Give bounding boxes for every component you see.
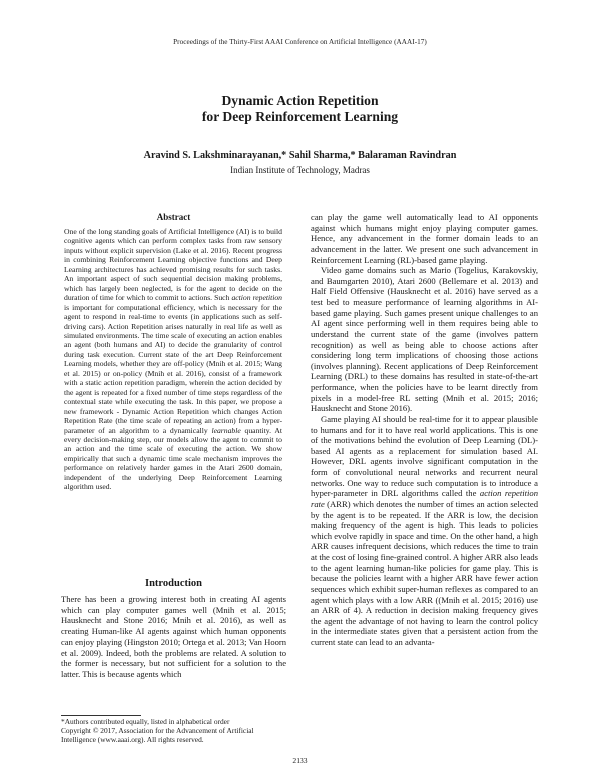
paragraph-emphasis: action repetition rate [311, 488, 538, 509]
abstract-heading: Abstract [156, 212, 191, 222]
author-list: Aravind S. Lakshminarayanan,* Sahil Sharma,* Balaraman Ravindran [143, 150, 457, 161]
abstract-text-1: One of the long standing goals of Artificial Intelligence (AI) is to build cognitive agents which can perform complex tasks from raw sensory inputs without explicit supervision (Lake et al. 2016). Recent progress in combining Reinforcement Learning objective functions and Deep Learning architectures has achieved promising results for such tasks. An important aspect of such sequential decision making problems, which has largely been neglected, is for the agent to decide on the duration of time for which to commit to actions. Such [64, 227, 282, 303]
introduction-heading: Introduction [145, 578, 202, 589]
footnote-rule [61, 715, 141, 716]
paragraph-text-a: Game playing AI should be real-time for it to appear plausible to humans and for it to have real world applications. This is one of the motivations behind the evolution of Deep Learning (DL)-based AI agents as a replacement for simulation based AI. However, DRL agents involve significant computation in the form of convolutional neural networks and recurrent neural networks. One way to reduce such computation is to introduce a hyper-parameter in DRL algorithms called the [311, 413, 538, 499]
running-head: Proceedings of the Thirty-First AAAI Conference on Artificial Intelligence (AAAI-17) [173, 38, 427, 46]
footnote [61, 718, 286, 745]
right-column [311, 212, 538, 648]
introduction-body: There has been a growing interest both in creating AI agents which can play computer games well (Mnih et al. 2015; Hausknecht and Stone 2016; Mnih et al. 2016), as well as creating Human-like AI agents against which human opponents can enjoy playing (Hingston 2010; Ortega et al. 2013; Van Hoorn et al. 2009). Indeed, both the problems are related. A solution to the former is necessary, but not sufficient for a solution to the latter. This is because agents which [61, 594, 286, 679]
title-line-2: for Deep Reinforcement Learning [201, 109, 399, 124]
footnote-copyright: Copyright © 2017, Association for the Advancement of Artificial Intelligence (www.aaai.org). All rights reserved. [61, 725, 254, 744]
paragraph-continuation: can play the game well automatically lead to AI opponents against which humans might enjoy playing computer games. Hence, any advancement in the former domain leads to an advancement in the latter. We present one such advancement in Reinforcement Learning (RL)-based game playing. [311, 212, 538, 265]
affiliation: Indian Institute of Technology, Madras [230, 165, 370, 175]
paragraph-real-time [311, 414, 538, 648]
page-number: 2133 [292, 756, 308, 765]
paragraph-video-games: Video game domains such as Mario (Togelius, Karakovskiy, and Baumgarten 2010), Atari 2600 (Bellemare et al. 2013) and Half Field Offensive (Hausknecht et al. 2016) have served as a test bed to measure performance of learning algorithms in AI-based game playing. Such games present unique challenges to an AI agent since performing well in them requires being able to understand the current state of the game (involves pattern recognition) as well as being able to choose actions after considering long term implications of choosing those actions (involves planning). Recent applications of Deep Reinforcement Learning (DRL) to these domains has resulted in state-of-the-art performance, when the policies have to be learnt directly from pixels in a model-free RL setting (Mnih et al. 2015; 2016; Hausknecht and Stone 2016). [311, 265, 538, 414]
paper-title [0, 93, 600, 125]
abstract-text-3: quantity. At every decision-making step, our models allow the agent to commit to an action and the time scale of executing the action. We show empirically that such a dynamic time scale mechanism improves the performance on relatively harder games in the Atari 2600 domain, independent of the underlying Deep Reinforcement Learning algorithm used. [64, 425, 283, 492]
paragraph-text-b: (ARR) which denotes the number of times an action selected by the agent is to be repeated. If the ARR is low, the decision making frequency of the agent is high. This leads to policies which evolve rapidly in space and time. On the other hand, a high ARR causes infrequent decisions, which reduces the time to train at the cost of losing fine-grained control. A higher ARR also leads to the agent learning human-like policies for game play. This is because the policies learnt with a higher ARR have fewer action sequences which exhibit super-human reflexes as compared to an agent which plays with a low ARR ((Mnih et al. 2015; 2016) use an ARR of 4). A reduction in decision making frequency gives the agent the advantage of not having to learn the control policy in the intermediate states given that a persistent action from the current state can lead to an advanta- [311, 498, 538, 647]
footnote-authors: *Authors contributed equally, listed in alphabetical order [61, 717, 230, 726]
abstract-body [64, 227, 282, 492]
title-line-1: Dynamic Action Repetition [221, 93, 379, 108]
abstract-text-2: is important for computational efficiency, which is necessary for the agent to respond in real-time to events (in applications such as self-driving cars). Action Repetition arises naturally in real life as well as simulated environments. The time scale of executing an action enables an agent (both humans and AI) to decide the granularity of control during task execution. Current state of the art Deep Reinforcement Learning models, whether they are off-policy (Mnih et al. 2015; Wang et al. 2015) or on-policy (Mnih et al. 2016), consist of a framework with a static action repetition paradigm, wherein the action decided by the agent is repeated for a fixed number of time steps regardless of the contextual state while executing the task. In this paper, we propose a new framework - Dynamic Action Repetition which changes Action Repetition Rate (the time scale of repeating an action) from a hyper-parameter of an algorithm to a dynamically [64, 302, 282, 435]
abstract-emphasis-2: learnable [211, 425, 241, 435]
abstract-emphasis-1: action repetition [231, 293, 282, 303]
